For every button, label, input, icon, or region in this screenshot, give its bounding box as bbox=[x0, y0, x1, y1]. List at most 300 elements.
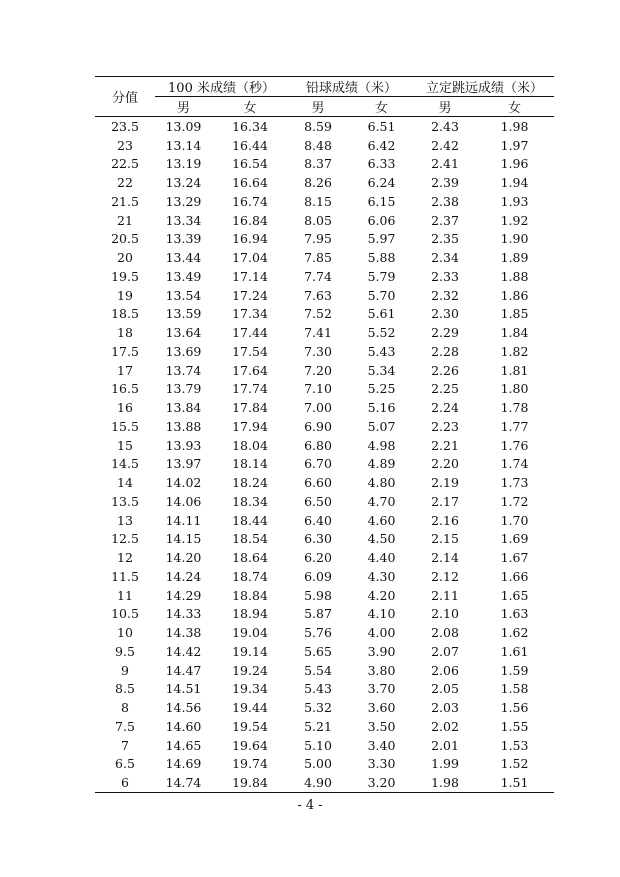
score-cell: 6.5 bbox=[115, 756, 135, 772]
long-jump-male-cell: 2.14 bbox=[431, 550, 459, 566]
sprint-male-cell: 13.88 bbox=[165, 418, 202, 434]
shot-put-male-cell: 6.90 bbox=[304, 418, 332, 434]
score-cell: 12 bbox=[117, 550, 133, 566]
sprint-female-cell: 19.84 bbox=[212, 773, 288, 792]
long-jump-female-cell: 1.86 bbox=[500, 287, 529, 303]
long-jump-female-cell: 1.66 bbox=[500, 568, 529, 584]
sprint-female-cell: 18.54 bbox=[232, 531, 268, 547]
score-cell: 8 bbox=[121, 700, 129, 716]
score-cell: 11.5 bbox=[111, 568, 139, 584]
score-cell: 23 bbox=[117, 137, 133, 153]
table-row bbox=[95, 755, 554, 774]
sprint-male-cell: 13.14 bbox=[165, 137, 202, 153]
table-row bbox=[95, 661, 554, 680]
long-jump-male-cell: 2.38 bbox=[431, 193, 459, 209]
table-row bbox=[95, 548, 554, 567]
sprint-male-cell: 13.34 bbox=[165, 212, 202, 228]
shot-put-male-cell: 4.90 bbox=[288, 773, 348, 792]
shot-put-female-cell: 3.20 bbox=[348, 773, 415, 792]
table-row bbox=[95, 698, 554, 717]
long-jump-female-header: 女 bbox=[475, 97, 554, 117]
sprint-male-cell: 13.09 bbox=[165, 118, 202, 134]
score-cell: 20 bbox=[117, 250, 133, 266]
long-jump-male-cell: 2.06 bbox=[431, 662, 459, 678]
sprint-female-cell: 16.84 bbox=[232, 212, 268, 228]
sprint-female-cell: 18.84 bbox=[232, 587, 268, 603]
long-jump-female-cell: 1.96 bbox=[500, 156, 529, 172]
sprint-100m-header: 100 米成绩（秒） bbox=[155, 77, 288, 97]
sprint-female-cell: 16.44 bbox=[232, 137, 268, 153]
shot-put-female-cell: 3.50 bbox=[367, 718, 396, 734]
score-cell: 6 bbox=[95, 773, 155, 792]
score-cell: 11 bbox=[117, 587, 133, 603]
long-jump-male-cell: 1.98 bbox=[415, 773, 475, 792]
long-jump-female-cell: 1.56 bbox=[500, 700, 529, 716]
sprint-male-cell: 13.24 bbox=[165, 175, 202, 191]
shot-put-female-cell: 4.98 bbox=[367, 437, 396, 453]
sprint-female-cell: 17.74 bbox=[232, 381, 268, 397]
sprint-female-cell: 18.44 bbox=[232, 512, 268, 528]
long-jump-male-cell: 2.35 bbox=[431, 231, 459, 247]
sprint-male-cell: 13.97 bbox=[165, 456, 202, 472]
shot-put-female-cell: 6.42 bbox=[367, 137, 396, 153]
shot-put-female-cell: 5.70 bbox=[367, 287, 396, 303]
sprint-female-cell: 19.04 bbox=[232, 625, 268, 641]
sprint-male-cell: 14.69 bbox=[165, 756, 202, 772]
sprint-female-cell: 17.64 bbox=[232, 362, 268, 378]
table-row bbox=[95, 211, 554, 230]
sprint-female-cell: 19.14 bbox=[232, 643, 268, 659]
score-cell: 14.5 bbox=[111, 456, 139, 472]
table-row bbox=[95, 173, 554, 192]
shot-put-male-cell: 7.20 bbox=[304, 362, 332, 378]
sprint-male-cell: 14.29 bbox=[165, 587, 202, 603]
table-row bbox=[95, 361, 554, 380]
long-jump-female-cell: 1.61 bbox=[500, 643, 529, 659]
long-jump-female-cell: 1.51 bbox=[475, 773, 554, 792]
shot-put-female-cell: 5.43 bbox=[367, 343, 396, 359]
shot-put-female-cell: 6.24 bbox=[367, 175, 396, 191]
shot-put-male-cell: 8.15 bbox=[304, 193, 332, 209]
score-cell: 7.5 bbox=[115, 718, 135, 734]
sprint-male-cell: 14.42 bbox=[165, 643, 202, 659]
table-row bbox=[95, 605, 554, 624]
score-cell: 9 bbox=[121, 662, 129, 678]
long-jump-male-cell: 2.05 bbox=[431, 681, 459, 697]
table-row bbox=[95, 398, 554, 417]
long-jump-female-cell: 1.81 bbox=[500, 362, 529, 378]
long-jump-female-cell: 1.82 bbox=[500, 343, 529, 359]
shot-put-female-cell: 3.80 bbox=[367, 662, 396, 678]
score-cell: 19.5 bbox=[111, 268, 139, 284]
shot-put-female-cell: 5.79 bbox=[367, 268, 396, 284]
shot-put-header: 铅球成绩（米） bbox=[288, 77, 415, 97]
sprint-female-cell: 18.94 bbox=[232, 606, 268, 622]
long-jump-female-cell: 1.88 bbox=[500, 268, 529, 284]
long-jump-male-cell: 2.17 bbox=[431, 493, 459, 509]
long-jump-male-cell: 2.19 bbox=[431, 475, 459, 491]
score-cell: 18.5 bbox=[111, 306, 139, 322]
shot-put-female-cell: 3.40 bbox=[367, 737, 396, 753]
long-jump-male-cell: 2.30 bbox=[431, 306, 459, 322]
long-jump-female-cell: 1.94 bbox=[500, 175, 529, 191]
shot-put-female-cell: 4.60 bbox=[367, 512, 396, 528]
score-cell: 19 bbox=[117, 287, 133, 303]
shot-put-male-cell: 8.48 bbox=[304, 137, 332, 153]
sprint-female-cell: 17.44 bbox=[232, 325, 268, 341]
shot-put-male-cell: 5.21 bbox=[304, 718, 332, 734]
table-row bbox=[95, 380, 554, 399]
long-jump-male-cell: 2.07 bbox=[431, 643, 459, 659]
sprint-male-cell: 13.59 bbox=[165, 306, 202, 322]
shot-put-female-cell: 4.80 bbox=[367, 475, 396, 491]
long-jump-male-cell: 2.39 bbox=[431, 175, 459, 191]
long-jump-male-cell: 2.01 bbox=[431, 737, 459, 753]
score-cell: 16.5 bbox=[111, 381, 139, 397]
shot-put-male-cell: 5.76 bbox=[304, 625, 332, 641]
score-cell: 17 bbox=[117, 362, 133, 378]
shot-put-male-cell: 7.30 bbox=[304, 343, 332, 359]
long-jump-male-cell: 2.08 bbox=[431, 625, 459, 641]
long-jump-female-cell: 1.69 bbox=[500, 531, 529, 547]
sprint-female-cell: 18.14 bbox=[232, 456, 268, 472]
score-cell: 21 bbox=[117, 212, 133, 228]
score-cell: 10.5 bbox=[111, 606, 139, 622]
shot-put-female-header: 女 bbox=[348, 97, 415, 117]
long-jump-male-cell: 2.16 bbox=[431, 512, 459, 528]
table-body bbox=[95, 117, 554, 793]
shot-put-male-cell: 5.98 bbox=[304, 587, 332, 603]
score-cell: 14 bbox=[117, 475, 133, 491]
shot-put-female-cell: 6.51 bbox=[367, 118, 396, 134]
sprint-male-cell: 13.49 bbox=[165, 268, 202, 284]
table-row bbox=[95, 455, 554, 474]
long-jump-female-cell: 1.98 bbox=[500, 118, 529, 134]
score-cell: 17.5 bbox=[111, 343, 139, 359]
shot-put-female-cell: 3.70 bbox=[367, 681, 396, 697]
shot-put-female-cell: 6.33 bbox=[367, 156, 396, 172]
long-jump-female-cell: 1.52 bbox=[500, 756, 529, 772]
table-row bbox=[95, 511, 554, 530]
sprint-female-cell: 19.44 bbox=[232, 700, 268, 716]
long-jump-female-cell: 1.58 bbox=[500, 681, 529, 697]
shot-put-male-cell: 8.26 bbox=[304, 175, 332, 191]
shot-put-male-cell: 7.52 bbox=[304, 306, 332, 322]
sprint-male-cell: 14.15 bbox=[165, 531, 202, 547]
shot-put-female-cell: 3.60 bbox=[367, 700, 396, 716]
sprint-male-cell: 13.39 bbox=[165, 231, 202, 247]
shot-put-male-cell: 5.87 bbox=[304, 606, 332, 622]
sprint-female-cell: 17.94 bbox=[232, 418, 268, 434]
sprint-female-cell: 17.24 bbox=[232, 287, 268, 303]
long-jump-female-cell: 1.67 bbox=[500, 550, 529, 566]
shot-put-female-cell: 4.10 bbox=[367, 606, 396, 622]
sprint-female-cell: 17.14 bbox=[232, 268, 268, 284]
long-jump-male-cell: 2.42 bbox=[431, 137, 459, 153]
sprint-female-cell: 18.64 bbox=[232, 550, 268, 566]
table-row bbox=[95, 680, 554, 699]
table-row bbox=[95, 136, 554, 155]
shot-put-male-cell: 7.10 bbox=[304, 381, 332, 397]
shot-put-female-cell: 4.00 bbox=[367, 625, 396, 641]
shot-put-male-cell: 5.65 bbox=[304, 643, 332, 659]
sprint-female-cell: 19.34 bbox=[232, 681, 268, 697]
shot-put-female-cell: 4.30 bbox=[367, 568, 396, 584]
shot-put-female-cell: 5.25 bbox=[367, 381, 396, 397]
long-jump-male-cell: 2.20 bbox=[431, 456, 459, 472]
table-row bbox=[95, 192, 554, 211]
long-jump-male-cell: 2.21 bbox=[431, 437, 459, 453]
sprint-male-cell: 13.44 bbox=[165, 250, 202, 266]
long-jump-male-cell: 2.32 bbox=[431, 287, 459, 303]
score-cell: 20.5 bbox=[111, 231, 139, 247]
sprint-male-cell: 14.11 bbox=[165, 512, 202, 528]
table-row bbox=[95, 436, 554, 455]
score-column-header: 分值 bbox=[95, 77, 155, 117]
long-jump-female-cell: 1.65 bbox=[500, 587, 529, 603]
sprint-female-cell: 18.24 bbox=[232, 475, 268, 491]
long-jump-female-cell: 1.78 bbox=[500, 400, 529, 416]
shot-put-male-cell: 6.20 bbox=[304, 550, 332, 566]
shot-put-male-cell: 5.00 bbox=[304, 756, 332, 772]
long-jump-female-cell: 1.80 bbox=[500, 381, 529, 397]
table-row bbox=[95, 567, 554, 586]
shot-put-female-cell: 5.16 bbox=[367, 400, 396, 416]
standing-long-jump-header: 立定跳远成绩（米） bbox=[415, 77, 554, 97]
sprint-female-cell: 17.04 bbox=[232, 250, 268, 266]
sprint-female-cell: 18.04 bbox=[232, 437, 268, 453]
sprint-female-cell: 16.54 bbox=[232, 156, 268, 172]
shot-put-female-cell: 3.30 bbox=[367, 756, 396, 772]
long-jump-female-cell: 1.62 bbox=[500, 625, 529, 641]
shot-put-male-cell: 6.60 bbox=[304, 475, 332, 491]
sprint-male-cell: 13.69 bbox=[165, 343, 202, 359]
sprint-male-cell: 14.38 bbox=[165, 625, 202, 641]
table-row bbox=[95, 117, 554, 136]
table-row bbox=[95, 267, 554, 286]
shot-put-female-cell: 4.20 bbox=[367, 587, 396, 603]
shot-put-female-cell: 4.89 bbox=[367, 456, 396, 472]
long-jump-female-cell: 1.90 bbox=[500, 231, 529, 247]
shot-put-male-cell: 6.09 bbox=[304, 568, 332, 584]
sprint-female-cell: 17.34 bbox=[232, 306, 268, 322]
shot-put-female-cell: 5.61 bbox=[367, 306, 396, 322]
score-cell: 22.5 bbox=[111, 156, 139, 172]
score-cell: 9.5 bbox=[115, 643, 135, 659]
long-jump-male-cell: 2.15 bbox=[431, 531, 459, 547]
long-jump-male-cell: 2.37 bbox=[431, 212, 459, 228]
long-jump-male-cell: 2.26 bbox=[431, 362, 459, 378]
score-cell: 13.5 bbox=[111, 493, 139, 509]
sprint-female-cell: 19.64 bbox=[232, 737, 268, 753]
sprint-female-cell: 19.54 bbox=[232, 718, 268, 734]
long-jump-female-cell: 1.53 bbox=[500, 737, 529, 753]
long-jump-male-cell: 2.43 bbox=[431, 118, 459, 134]
sprint-female-cell: 18.34 bbox=[232, 493, 268, 509]
long-jump-male-cell: 2.11 bbox=[431, 587, 459, 603]
score-cell: 8.5 bbox=[115, 681, 135, 697]
sprint-female-cell: 16.64 bbox=[232, 175, 268, 191]
score-cell: 15 bbox=[117, 437, 133, 453]
score-table bbox=[95, 76, 554, 793]
table-row bbox=[95, 305, 554, 324]
sprint-male-cell: 14.02 bbox=[165, 475, 202, 491]
shot-put-female-cell: 5.07 bbox=[367, 418, 396, 434]
table-row bbox=[95, 473, 554, 492]
sprint-male-cell: 14.56 bbox=[165, 700, 202, 716]
shot-put-female-cell: 4.50 bbox=[367, 531, 396, 547]
sprint-female-cell: 16.34 bbox=[232, 118, 268, 134]
shot-put-male-cell: 6.30 bbox=[304, 531, 332, 547]
long-jump-female-cell: 1.63 bbox=[500, 606, 529, 622]
table-row bbox=[95, 530, 554, 549]
sprint-male-cell: 13.79 bbox=[165, 381, 202, 397]
score-cell: 10 bbox=[117, 625, 133, 641]
table-row bbox=[95, 773, 554, 792]
score-cell: 21.5 bbox=[111, 193, 139, 209]
long-jump-male-cell: 2.03 bbox=[431, 700, 459, 716]
sprint-female-cell: 17.84 bbox=[232, 400, 268, 416]
shot-put-female-cell: 3.90 bbox=[367, 643, 396, 659]
sprint-male-cell: 13.93 bbox=[165, 437, 202, 453]
shot-put-female-cell: 6.06 bbox=[367, 212, 396, 228]
table-row bbox=[95, 736, 554, 755]
sprint-male-cell: 14.06 bbox=[165, 493, 202, 509]
long-jump-male-cell: 2.24 bbox=[431, 400, 459, 416]
sprint-female-header: 女 bbox=[212, 97, 288, 117]
shot-put-female-cell: 5.88 bbox=[367, 250, 396, 266]
table-row bbox=[95, 717, 554, 736]
shot-put-male-header: 男 bbox=[288, 97, 348, 117]
sprint-female-cell: 17.54 bbox=[232, 343, 268, 359]
sprint-male-cell: 13.64 bbox=[165, 325, 202, 341]
table-row bbox=[95, 323, 554, 342]
sprint-male-cell: 13.54 bbox=[165, 287, 202, 303]
long-jump-male-header: 男 bbox=[415, 97, 475, 117]
sprint-male-cell: 14.47 bbox=[165, 662, 202, 678]
shot-put-male-cell: 8.59 bbox=[304, 118, 332, 134]
score-cell: 7 bbox=[121, 737, 129, 753]
sprint-male-cell: 14.60 bbox=[165, 718, 202, 734]
table-row bbox=[95, 286, 554, 305]
shot-put-male-cell: 6.80 bbox=[304, 437, 332, 453]
shot-put-male-cell: 5.43 bbox=[304, 681, 332, 697]
sprint-male-cell: 13.74 bbox=[165, 362, 202, 378]
long-jump-male-cell: 2.29 bbox=[431, 325, 459, 341]
long-jump-male-cell: 2.33 bbox=[431, 268, 459, 284]
long-jump-male-cell: 2.10 bbox=[431, 606, 459, 622]
shot-put-male-cell: 8.37 bbox=[304, 156, 332, 172]
sprint-male-cell: 14.33 bbox=[165, 606, 202, 622]
shot-put-female-cell: 5.34 bbox=[367, 362, 396, 378]
table-row bbox=[95, 230, 554, 249]
sprint-male-header: 男 bbox=[155, 97, 212, 117]
long-jump-female-cell: 1.93 bbox=[500, 193, 529, 209]
shot-put-male-cell: 7.41 bbox=[304, 325, 332, 341]
long-jump-female-cell: 1.55 bbox=[500, 718, 529, 734]
shot-put-male-cell: 6.40 bbox=[304, 512, 332, 528]
sprint-male-cell: 13.19 bbox=[165, 156, 202, 172]
long-jump-female-cell: 1.89 bbox=[500, 250, 529, 266]
table-row bbox=[95, 155, 554, 174]
shot-put-male-cell: 5.32 bbox=[304, 700, 332, 716]
shot-put-female-cell: 4.40 bbox=[367, 550, 396, 566]
shot-put-male-cell: 6.50 bbox=[304, 493, 332, 509]
sprint-male-cell: 14.74 bbox=[155, 773, 212, 792]
long-jump-female-cell: 1.85 bbox=[500, 306, 529, 322]
sprint-male-cell: 14.65 bbox=[165, 737, 202, 753]
shot-put-male-cell: 7.85 bbox=[304, 250, 332, 266]
sprint-female-cell: 19.74 bbox=[232, 756, 268, 772]
long-jump-male-cell: 2.12 bbox=[431, 568, 459, 584]
sprint-male-cell: 14.20 bbox=[165, 550, 202, 566]
score-cell: 16 bbox=[117, 400, 133, 416]
long-jump-female-cell: 1.76 bbox=[500, 437, 529, 453]
table-row bbox=[95, 342, 554, 361]
table-row bbox=[95, 417, 554, 436]
table-row bbox=[95, 623, 554, 642]
score-cell: 15.5 bbox=[111, 418, 139, 434]
sprint-female-cell: 16.74 bbox=[232, 193, 268, 209]
long-jump-male-cell: 2.34 bbox=[431, 250, 459, 266]
sprint-male-cell: 13.29 bbox=[165, 193, 202, 209]
long-jump-female-cell: 1.92 bbox=[500, 212, 529, 228]
table-header bbox=[95, 77, 554, 117]
score-cell: 13 bbox=[117, 512, 133, 528]
shot-put-male-cell: 7.63 bbox=[304, 287, 332, 303]
score-cell: 22 bbox=[117, 175, 133, 191]
table-row bbox=[95, 248, 554, 267]
long-jump-male-cell: 2.23 bbox=[431, 418, 459, 434]
long-jump-female-cell: 1.84 bbox=[500, 325, 529, 341]
sprint-female-cell: 16.94 bbox=[232, 231, 268, 247]
long-jump-female-cell: 1.97 bbox=[500, 137, 529, 153]
shot-put-male-cell: 7.00 bbox=[304, 400, 332, 416]
table-row bbox=[95, 586, 554, 605]
sprint-male-cell: 14.24 bbox=[165, 568, 202, 584]
score-cell: 23.5 bbox=[111, 118, 139, 134]
shot-put-female-cell: 6.15 bbox=[367, 193, 396, 209]
page-number: - 4 - bbox=[297, 798, 323, 813]
long-jump-male-cell: 2.25 bbox=[431, 381, 459, 397]
score-cell: 18 bbox=[117, 325, 133, 341]
long-jump-female-cell: 1.74 bbox=[500, 456, 529, 472]
sprint-male-cell: 13.84 bbox=[165, 400, 202, 416]
shot-put-female-cell: 4.70 bbox=[367, 493, 396, 509]
long-jump-female-cell: 1.70 bbox=[500, 512, 529, 528]
table-row bbox=[95, 492, 554, 511]
long-jump-female-cell: 1.73 bbox=[500, 475, 529, 491]
long-jump-female-cell: 1.77 bbox=[500, 418, 529, 434]
shot-put-male-cell: 6.70 bbox=[304, 456, 332, 472]
sprint-female-cell: 18.74 bbox=[232, 568, 268, 584]
long-jump-male-cell: 1.99 bbox=[431, 756, 459, 772]
sprint-male-cell: 14.51 bbox=[165, 681, 202, 697]
shot-put-male-cell: 5.54 bbox=[304, 662, 332, 678]
shot-put-male-cell: 7.74 bbox=[304, 268, 332, 284]
sprint-female-cell: 19.24 bbox=[232, 662, 268, 678]
table-row bbox=[95, 642, 554, 661]
long-jump-female-cell: 1.72 bbox=[500, 493, 529, 509]
long-jump-male-cell: 2.02 bbox=[431, 718, 459, 734]
long-jump-male-cell: 2.28 bbox=[431, 343, 459, 359]
long-jump-female-cell: 1.59 bbox=[500, 662, 529, 678]
shot-put-female-cell: 5.97 bbox=[367, 231, 396, 247]
long-jump-male-cell: 2.41 bbox=[431, 156, 459, 172]
shot-put-male-cell: 7.95 bbox=[304, 231, 332, 247]
shot-put-female-cell: 5.52 bbox=[367, 325, 396, 341]
shot-put-male-cell: 5.10 bbox=[304, 737, 332, 753]
